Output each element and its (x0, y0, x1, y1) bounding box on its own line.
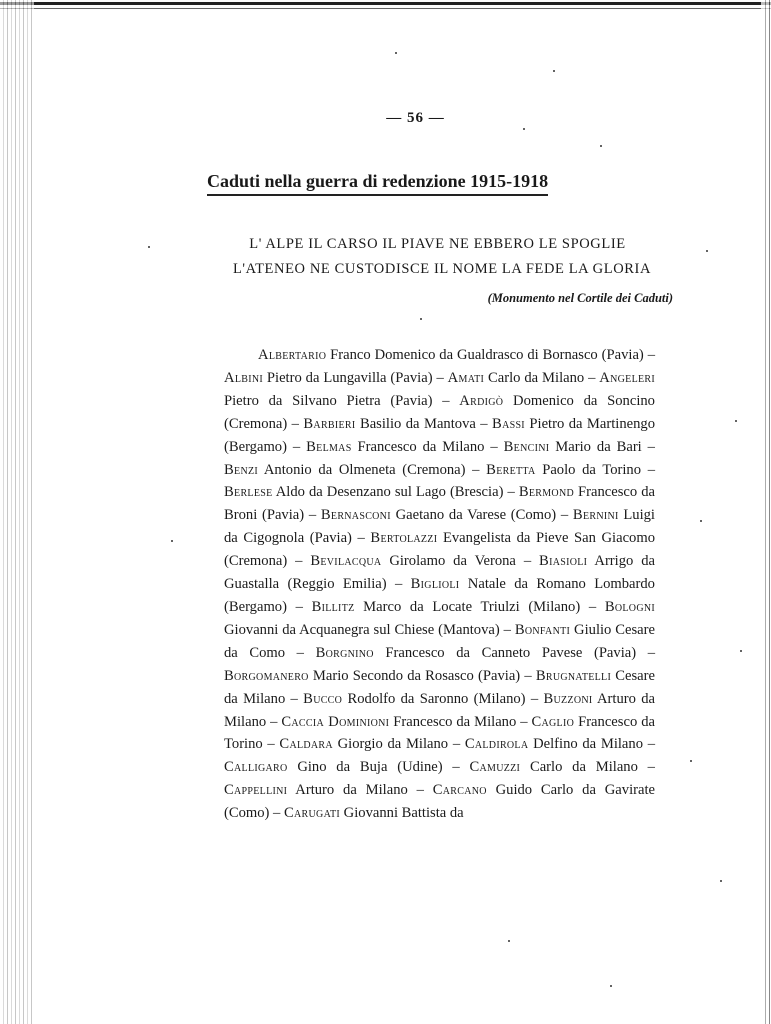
speck (610, 985, 612, 987)
fallen-entry (316, 645, 655, 661)
fallen-surname: Bertolazzi (370, 530, 438, 547)
fallen-details: Mario Secondo da Rosasco (Pavia) – (308, 667, 536, 684)
fallen-entry (321, 507, 573, 523)
fallen-surname: Borgnino (315, 644, 374, 661)
fallen-entry (279, 736, 464, 752)
page-number: — 56 — (386, 110, 445, 126)
fallen-details: Mario da Bari – (549, 438, 655, 455)
fallen-surname: Beretta (486, 461, 536, 478)
speck (523, 128, 525, 130)
fallen-details: Francesco da Canneto Pavese (Pavia) – (373, 644, 655, 661)
fallen-surname: Cappellini (224, 782, 288, 799)
fallen-list (224, 344, 655, 825)
fallen-details: Domenico da Soncino (Cremona) – (224, 392, 655, 432)
fallen-surname: Ardigò (459, 392, 504, 409)
fallen-surname: Bermond (518, 484, 574, 501)
fallen-surname: Benzi (224, 461, 259, 478)
fallen-details: Francesco da Torino – (224, 713, 655, 753)
fallen-details: Pietro da Silvano Pietra (Pavia) – (224, 392, 460, 409)
fallen-details: Paolo da Torino – (535, 461, 655, 478)
fallen-details: Gaetano da Varese (Como) – (390, 507, 573, 524)
fallen-surname: Belmas (306, 438, 352, 455)
fallen-surname: Bucco (303, 690, 343, 707)
fallen-surname: Albini (224, 369, 263, 386)
fallen-details: Arturo da Milano – (224, 690, 655, 730)
fallen-details: Carlo da Milano – (520, 759, 655, 776)
fallen-entry (469, 759, 655, 775)
fallen-details: Giovanni Battista da (340, 805, 464, 822)
fallen-entry (224, 370, 448, 386)
fallen-details: Arrigo da Guastalla (Reggio Emilia) – (224, 553, 655, 593)
fallen-entry (281, 714, 531, 730)
fallen-surname: Calligaro (224, 759, 288, 776)
fallen-details: Pietro da Lungavilla (Pavia) – (263, 369, 448, 386)
fallen-details: Natale da Romano Lombardo (Bergamo) – (224, 576, 655, 615)
fallen-surname: Bevilacqua (310, 553, 382, 570)
fallen-details: Marco da Locate Triulzi (Milano) – (354, 598, 605, 615)
top-rule (0, 0, 771, 14)
fallen-surname: Bencini (503, 438, 550, 455)
fallen-details: Giorgio da Milano – (332, 736, 465, 753)
fallen-details: Pietro da Martinengo (Bergamo) – (224, 415, 655, 455)
fallen-entry (465, 736, 655, 752)
fallen-surname: Bonfanti (514, 621, 571, 638)
fallen-entry (224, 782, 433, 798)
inscription-line-1: L' ALPE IL CARSO IL PIAVE NE EBBERO LE SPOGLIE (249, 236, 626, 252)
fallen-surname: Amati (447, 369, 485, 386)
speck (148, 246, 150, 248)
fallen-surname: Carcano (432, 782, 487, 799)
right-page-edge (761, 0, 771, 1024)
fallen-entry (224, 759, 469, 775)
speck (735, 420, 737, 422)
fallen-surname: Billitz (311, 598, 355, 615)
fallen-entry (504, 439, 655, 455)
fallen-surname: Bernasconi (320, 507, 391, 524)
fallen-details: Luigi da Cigognola (Pavia) – (224, 507, 655, 547)
speck (720, 880, 722, 882)
fallen-details: Arturo da Milano – (287, 782, 433, 799)
fallen-details: Guido Carlo da Gavirate (Como) – (224, 782, 655, 822)
fallen-entry (284, 805, 464, 821)
speck (171, 540, 173, 542)
speck (553, 70, 555, 72)
fallen-details: Francesco da Broni (Pavia) – (224, 484, 656, 524)
fallen-details: Rodolfo da Saronno (Milano) – (342, 690, 544, 707)
fallen-entry (224, 484, 519, 500)
speck (740, 650, 742, 652)
fallen-entry (303, 416, 492, 432)
fallen-surname: Camuzzi (469, 759, 521, 776)
fallen-details: Franco Domenico da Gualdrasco di Bornasco (Pavia) – (326, 347, 655, 363)
fallen-surname: Angeleri (599, 369, 655, 386)
speck (700, 520, 702, 522)
page-title: Caduti nella guerra di redenzione 1915-1918 (207, 171, 548, 196)
fallen-surname: Biglioli (410, 576, 460, 593)
fallen-surname: Biasioli (539, 553, 588, 570)
fallen-details: Francesco da Milano – (389, 713, 532, 730)
fallen-surname: Brugnatelli (535, 667, 612, 684)
fallen-details: Girolamo da Verona – (381, 553, 540, 570)
fallen-surname: Caglio (531, 713, 575, 730)
fallen-surname: Bernini (572, 507, 619, 524)
fallen-entry (448, 370, 600, 386)
fallen-entry (310, 553, 539, 569)
fallen-surname: Caldirola (464, 736, 529, 753)
fallen-details: Cesare da Milano – (224, 667, 655, 707)
attribution: (Monumento nel Cortile dei Caduti) (487, 291, 673, 305)
fallen-entry (224, 462, 486, 478)
fallen-details: Aldo da Desenzano sul Lago (Brescia) – (272, 484, 519, 501)
fallen-details: Antonio da Olmeneta (Cremona) – (258, 461, 487, 478)
speck (508, 940, 510, 942)
fallen-surname: Caccia Dominioni (281, 713, 390, 730)
fallen-details: Giovanni da Acquanegra sul Chiese (Mantova) – (224, 621, 515, 638)
fallen-entry (312, 599, 605, 615)
fallen-surname: Berlese (224, 484, 273, 501)
fallen-entry (486, 462, 655, 478)
fallen-surname: Bassi (492, 415, 525, 432)
fallen-details: Delfino da Milano – (528, 736, 656, 753)
fallen-details: Carlo da Milano – (484, 369, 600, 386)
fallen-surname: Buzzoni (543, 690, 593, 707)
fallen-details: Giulio Cesare da Como – (224, 621, 655, 661)
fallen-surname: Borgomanero (224, 667, 309, 684)
inscription-line-2: L'ATENEO NE CUSTODISCE IL NOME LA FEDE LA GLORIA (232, 261, 652, 277)
speck (395, 52, 397, 54)
fallen-surname: Albertario (258, 347, 327, 363)
fallen-surname: Barbieri (303, 415, 356, 432)
speck (420, 318, 422, 320)
fallen-surname: Caldara (279, 736, 333, 753)
fallen-surname: Carugati (284, 805, 341, 822)
speck (690, 760, 692, 762)
fallen-entry (303, 691, 543, 707)
fallen-entry (306, 439, 504, 455)
fallen-details: Francesco da Milano – (351, 438, 504, 455)
fallen-entry (224, 668, 536, 684)
speck (600, 145, 602, 147)
fallen-details: Basilio da Mantova – (355, 415, 493, 432)
fallen-details: Evangelista da Pieve San Giacomo (Cremona) – (224, 530, 655, 570)
speck (706, 250, 708, 252)
left-binding-edge (0, 0, 34, 1024)
fallen-details: Gino da Buja (Udine) – (287, 759, 470, 776)
fallen-entry (258, 347, 655, 363)
fallen-surname: Bologni (604, 598, 655, 615)
